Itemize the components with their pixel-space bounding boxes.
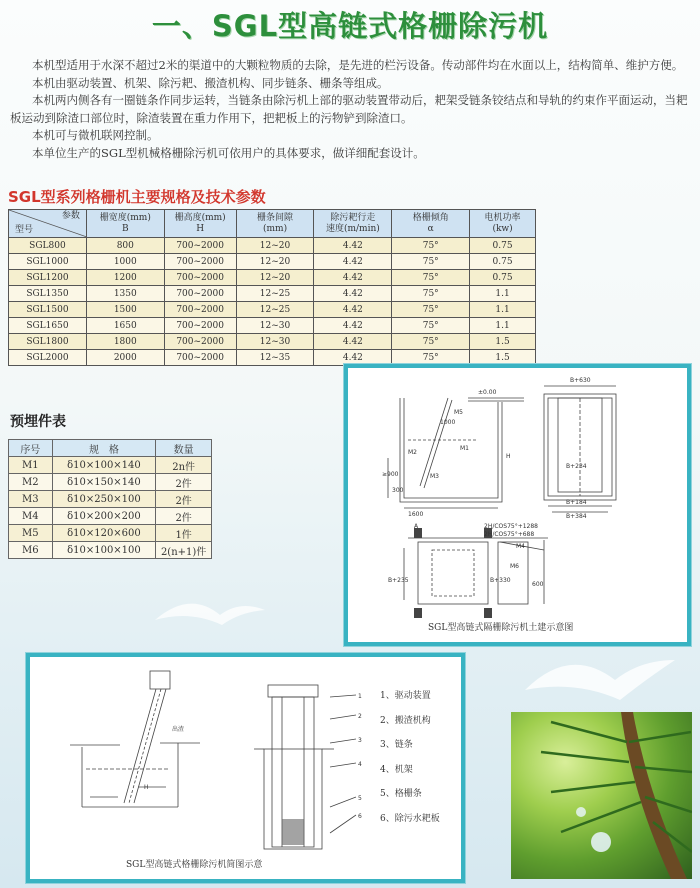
dimension-label: ≥900: [382, 471, 399, 478]
embed-cell: δ10×100×100: [52, 542, 156, 559]
embed-cell: M4: [9, 508, 53, 525]
spec-row: [9, 334, 536, 350]
section-label: A: [414, 523, 419, 530]
embed-cell: 2件: [156, 491, 212, 508]
embed-cell: 2件: [156, 474, 212, 491]
spec-cell: 4.42: [314, 302, 392, 318]
part-label: M5: [454, 409, 463, 416]
part-label: M1: [460, 445, 469, 452]
civil-drawing-caption: SGL型高链式隔栅除污机土建示意图: [428, 623, 574, 633]
embed-cell: 1件: [156, 525, 212, 542]
legend-item: 1、驱动装置: [380, 691, 431, 701]
spec-cell: 75°: [392, 302, 470, 318]
embed-table-title: 预埋件表: [10, 414, 66, 430]
callout-number: 2: [358, 713, 362, 720]
dimension-label: H: [144, 784, 149, 791]
spec-table: [8, 209, 536, 366]
embed-cell: δ10×120×600: [52, 525, 156, 542]
spec-cell: 1.1: [470, 302, 536, 318]
embed-cell: 2n件: [156, 457, 212, 474]
spec-cell: SGL800: [9, 238, 87, 254]
dimension-label: B+184: [566, 499, 587, 506]
legend-item: 4、机架: [380, 764, 413, 775]
embed-cell: M2: [9, 474, 53, 491]
spec-cell: 75°: [392, 270, 470, 286]
callout-number: 6: [358, 813, 362, 820]
dimension-label: 1000: [440, 419, 456, 426]
embed-row: [9, 542, 212, 559]
spec-header-cell: 栅条间隙 (mm): [236, 210, 314, 238]
plant-photo: [511, 712, 692, 879]
embed-row: [9, 525, 212, 542]
spec-cell: 75°: [392, 318, 470, 334]
spec-cell: 1800: [86, 334, 164, 350]
civil-drawing: [348, 368, 687, 642]
spec-row: [9, 302, 536, 318]
spec-cell: 4.42: [314, 350, 392, 366]
part-label: M4: [516, 543, 525, 550]
spec-cell: 700~2000: [164, 350, 236, 366]
spec-cell: 12~20: [236, 254, 314, 270]
machine-drawing-caption: SGL型高链式格栅除污机简图示意: [126, 860, 263, 870]
spec-cell: 0.75: [470, 238, 536, 254]
spec-cell: SGL1350: [9, 286, 87, 302]
spec-cell: 4.42: [314, 238, 392, 254]
corner-model-label: 型号: [15, 225, 34, 235]
embed-cell: M5: [9, 525, 53, 542]
seagull-decoration: [150, 580, 270, 650]
embed-cell: δ10×100×140: [52, 457, 156, 474]
spec-cell: 1000: [86, 254, 164, 270]
spec-header-cell: 栅宽度(mm) B: [86, 210, 164, 238]
spec-cell: 12~35: [236, 350, 314, 366]
spec-header-cell: 栅高度(mm) H: [164, 210, 236, 238]
embed-cell: M1: [9, 457, 53, 474]
spec-cell: 2000: [86, 350, 164, 366]
intro-text: [10, 57, 690, 162]
spec-cell: 1.5: [470, 334, 536, 350]
component-legend: [380, 684, 440, 831]
legend-item: 6、除污水耙板: [380, 813, 440, 824]
spec-cell: 75°: [392, 238, 470, 254]
outlet-label: 出渣: [172, 726, 185, 733]
intro-paragraph: 本机由驱动装置、机架、除污耙、搬渣机构、同步链条、栅条等组成。: [32, 75, 389, 90]
spec-cell: 1200: [86, 270, 164, 286]
embed-row: [9, 508, 212, 525]
spec-header-corner: [9, 210, 87, 238]
spec-header-cell: 除污耙行走 速度(m/min): [314, 210, 392, 238]
embed-header-cell: 数量: [156, 440, 212, 457]
spec-header-row: [9, 210, 536, 238]
spec-row: [9, 254, 536, 270]
spec-cell: 700~2000: [164, 318, 236, 334]
spec-cell: 1.5: [470, 350, 536, 366]
spec-row: [9, 286, 536, 302]
dimension-label: H: [506, 453, 511, 460]
spec-cell: 0.75: [470, 254, 536, 270]
callout-number: 5: [358, 795, 362, 802]
embed-cell: M6: [9, 542, 53, 559]
embed-cell: δ10×200×200: [52, 508, 156, 525]
embed-cell: δ10×250×100: [52, 491, 156, 508]
embed-cell: 2件: [156, 508, 212, 525]
intro-paragraph: 本机可与微机联网控制。: [32, 128, 159, 142]
intro-paragraph: 本机两内侧各有一圈链条作同步运转，当链条由除污机上部的驱动装置带动后，耙架受链条铰结点和导轨的约束作平面运动，当耙板运动到除渣口部位时，除渣装置在重力作用下，把耙板上的污物铲到除渣口。: [10, 93, 688, 125]
spec-table-title: SGL型系列格栅机主要规格及技术参数: [8, 188, 266, 206]
spec-row: [9, 270, 536, 286]
pine-branch-image: [511, 712, 692, 879]
spec-cell: 800: [86, 238, 164, 254]
legend-item: 3、链条: [380, 740, 413, 750]
embed-header-cell: 序号: [9, 440, 53, 457]
spec-cell: 1.1: [470, 286, 536, 302]
page-title: 一、SGL型高链式格栅除污机: [151, 9, 549, 43]
embedded-parts-table: [8, 439, 212, 559]
dimension-label: B+630: [570, 377, 591, 384]
callout-number: 4: [358, 761, 362, 768]
drawing-note: 2H/COS75°+1288: [484, 523, 539, 530]
spec-cell: 700~2000: [164, 270, 236, 286]
spec-cell: 12~30: [236, 318, 314, 334]
embed-cell: 2(n+1)件: [156, 542, 212, 559]
civil-drawing-panel: [344, 364, 691, 646]
spec-row: [9, 238, 536, 254]
spec-cell: 75°: [392, 334, 470, 350]
dimension-label: B+234: [566, 463, 587, 470]
spec-cell: 12~25: [236, 302, 314, 318]
intro-paragraph: 本单位生产的SGL型机械格栅除污机可依用户的具体要求，做详细配套设计。: [32, 145, 425, 160]
embed-row: [9, 457, 212, 474]
embed-header-cell: 规 格: [52, 440, 156, 457]
spec-cell: 0.75: [470, 270, 536, 286]
spec-cell: SGL1650: [9, 318, 87, 334]
spec-cell: 700~2000: [164, 334, 236, 350]
spec-cell: 4.42: [314, 318, 392, 334]
spec-cell: SGL1500: [9, 302, 87, 318]
spec-cell: 12~30: [236, 334, 314, 350]
embed-row: [9, 491, 212, 508]
corner-param-label: 参数: [61, 211, 80, 221]
spec-cell: SGL1200: [9, 270, 87, 286]
dimension-label: B+330: [490, 577, 511, 584]
spec-cell: 1500: [86, 302, 164, 318]
legend-item: 5、格栅条: [380, 789, 422, 799]
embed-row: [9, 474, 212, 491]
dimension-label: 300: [392, 487, 404, 494]
embed-cell: δ10×150×140: [52, 474, 156, 491]
spec-cell: 1650: [86, 318, 164, 334]
dimension-label: 600: [532, 581, 544, 588]
spec-cell: 75°: [392, 286, 470, 302]
spec-cell: 75°: [392, 254, 470, 270]
embed-cell: M3: [9, 491, 53, 508]
part-label: M2: [408, 449, 417, 456]
spec-cell: 4.42: [314, 286, 392, 302]
callout-number: 1: [358, 693, 362, 700]
spec-cell: SGL2000: [9, 350, 87, 366]
spec-row: [9, 318, 536, 334]
drawing-note: 2H/COS75°+688: [484, 531, 535, 538]
spec-cell: 700~2000: [164, 254, 236, 270]
spec-header-cell: 电机功率 (kw): [470, 210, 536, 238]
spec-cell: 12~25: [236, 286, 314, 302]
spec-cell: 12~20: [236, 238, 314, 254]
spec-cell: SGL1800: [9, 334, 87, 350]
intro-paragraph: 本机型适用于水深不超过2米的渠道中的大颗粒物质的去除，是先进的栏污设备。传动部件均在水面以上，结构简单、维护方便。: [32, 58, 684, 72]
part-label: M6: [510, 563, 519, 570]
part-label: M3: [430, 473, 439, 480]
elevation-label: ±0.00: [478, 389, 497, 396]
spec-cell: 4.42: [314, 254, 392, 270]
dimension-label: 1600: [408, 511, 424, 518]
embed-header-row: [9, 440, 212, 457]
dimension-label: B+235: [388, 577, 409, 584]
spec-cell: 1.1: [470, 318, 536, 334]
dimension-label: B+384: [566, 513, 587, 520]
spec-cell: 12~20: [236, 270, 314, 286]
spec-cell: 700~2000: [164, 286, 236, 302]
spec-cell: 4.42: [314, 334, 392, 350]
spec-cell: 700~2000: [164, 238, 236, 254]
spec-cell: 4.42: [314, 270, 392, 286]
legend-item: 2、搬渣机构: [380, 715, 431, 726]
spec-cell: 700~2000: [164, 302, 236, 318]
spec-cell: 1350: [86, 286, 164, 302]
spec-cell: SGL1000: [9, 254, 87, 270]
spec-header-cell: 格栅倾角 α: [392, 210, 470, 238]
spec-cell: 75°: [392, 350, 470, 366]
callout-number: 3: [358, 737, 362, 744]
